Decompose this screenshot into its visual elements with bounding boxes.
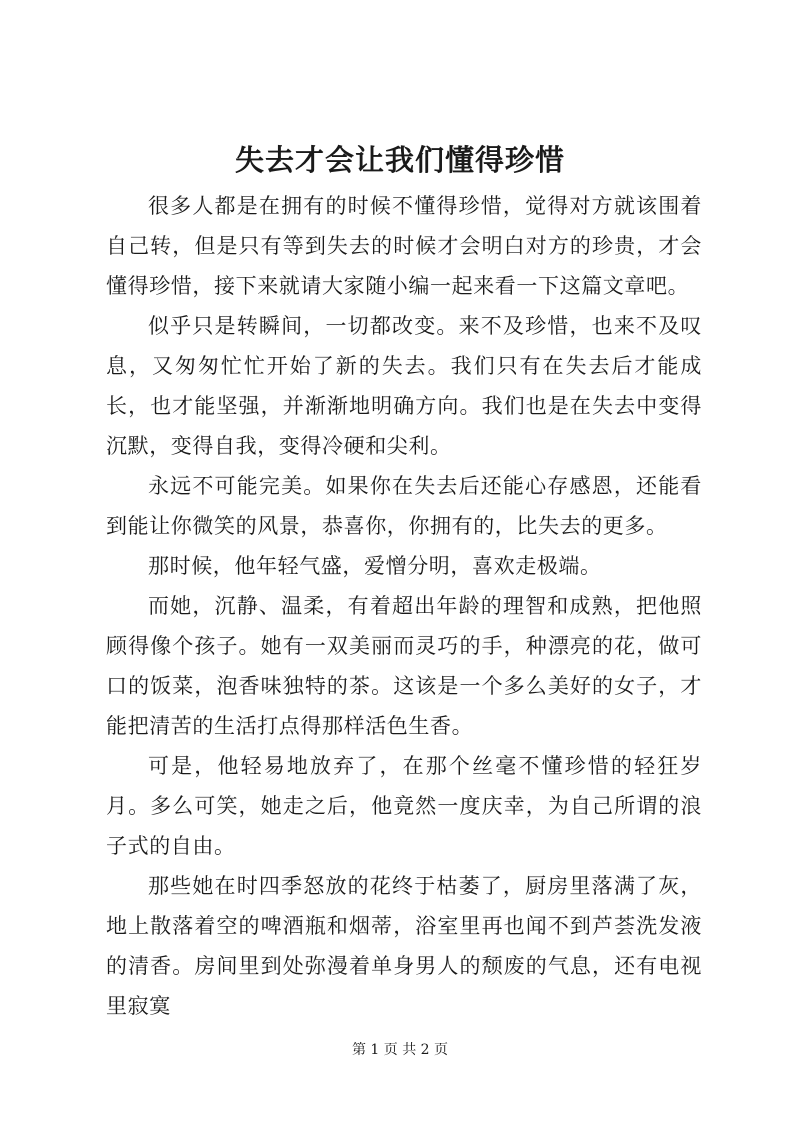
paragraph-6: 可是，他轻易地放弃了，在那个丝毫不懂珍惜的轻狂岁月。多么可笑，她走之后，他竟然一度庆幸，为自己所谓的浪子式的自由。 — [106, 754, 702, 858]
paragraph-3: 永远不可能完美。如果你在失去后还能心存感恩，还能看到能让你微笑的风景，恭喜你，你拥有的，比失去的更多。 — [106, 474, 702, 538]
paragraph-4: 那时候，他年轻气盛，爱憎分明，喜欢走极端。 — [148, 554, 602, 578]
paragraph-1: 很多人都是在拥有的时候不懂得珍惜，觉得对方就该围着自己转，但是只有等到失去的时候才会明白对方的珍贵，才会懂得珍惜，接下来就请大家随小编一起来看一下这篇文章吧。 — [106, 194, 702, 298]
document-body — [106, 186, 702, 1026]
page-number-footer: 第 1 页 共 2 页 — [351, 1042, 449, 1058]
paragraph-5: 而她，沉静、温柔，有着超出年龄的理智和成熟，把他照顾得像个孩子。她有一双美丽而灵巧的手，种漂亮的花，做可口的饭菜，泡香味独特的茶。这该是一个多么美好的女子，才能把清苦的生活打点得那样活色生香。 — [106, 594, 702, 738]
document-title: 失去才会让我们懂得珍惜 — [234, 143, 565, 177]
paragraph-2: 似乎只是转瞬间，一切都改变。来不及珍惜，也来不及叹息，又匆匆忙忙开始了新的失去。我们只有在失去后才能成长，也才能坚强，并渐渐地明确方向。我们也是在失去中变得沉默，变得自我，变得冷硬和尖利。 — [106, 314, 702, 458]
paragraph-7: 那些她在时四季怒放的花终于枯萎了，厨房里落满了灰，地上散落着空的啤酒瓶和烟蒂，浴室里再也闻不到芦荟洗发液的清香。房间里到处弥漫着单身男人的颓废的气息，还有电视里寂寞 — [106, 874, 702, 1018]
